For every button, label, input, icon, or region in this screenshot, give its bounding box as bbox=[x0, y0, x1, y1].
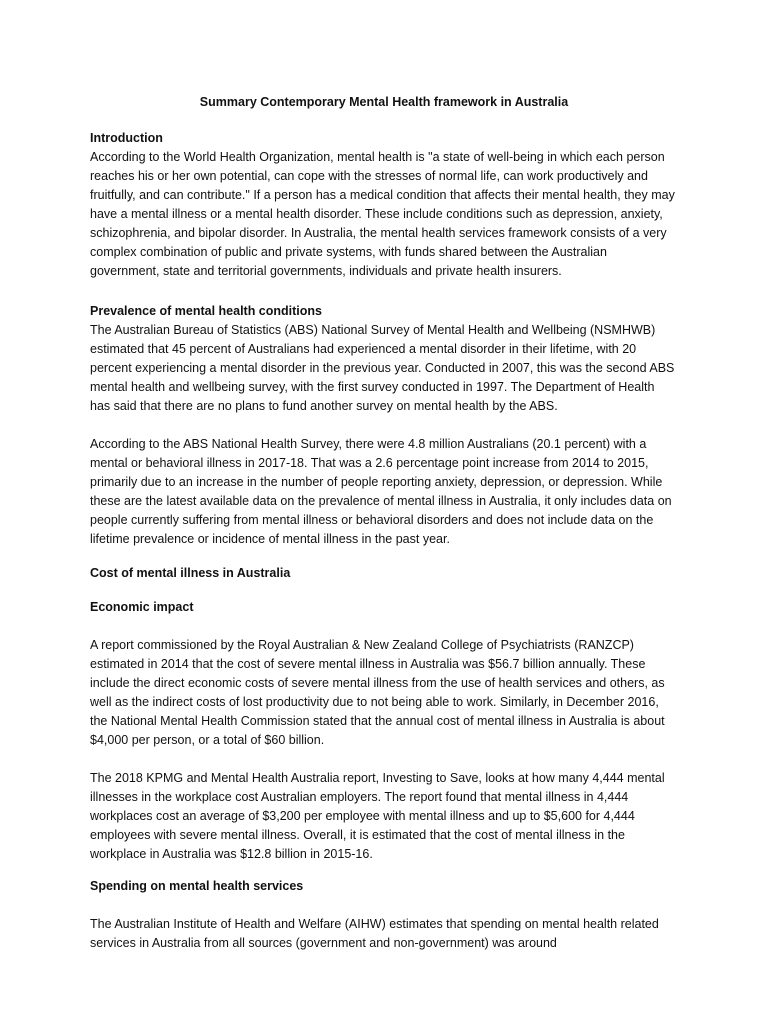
spending-paragraph: The Australian Institute of Health and Welfare (AIHW) estimates that spending on mental health related services in Australia from all sources (government and non-government) was around bbox=[90, 917, 659, 950]
document-title: Summary Contemporary Mental Health framework in Australia bbox=[199, 95, 569, 109]
prevalence-paragraph-1: The Australian Bureau of Statistics (ABS) National Survey of Mental Health and Wellbeing (NSMHWB) estimated that 45 percent of Australians had experienced a mental disorder in their lifetime, with 20 percent experiencing a mental disorder in the previous year. Conducted in 2007, this was the second ABS mental health and wellbeing survey, with the first survey conducted in 1997. The Department of Health has said that there are no plans to fund another survey on mental health by the ABS. bbox=[90, 323, 675, 413]
economic-paragraph-1: A report commissioned by the Royal Australian & New Zealand College of Psychiatrists (RANZCP) estimated in 2014 that the cost of severe mental illness in Australia was $56.7 billion annually. These include the direct economic costs of severe mental illness from the use of health services and others, as well as the indirect costs of lost productivity due to not being able to work. Similarly, in December 2016, the National Mental Health Commission stated that the annual cost of mental illness in Australia is about $4,000 per person, or a total of $60 billion. bbox=[90, 638, 665, 747]
introduction-heading: Introduction bbox=[90, 131, 163, 145]
introduction-paragraph: According to the World Health Organization, mental health is "a state of well-being in which each person reaches his or her own potential, can cope with the stresses of normal life, can work productively and fruitfully, and can contribute." If a person has a medical condition that affects their mental health, they may have a mental illness or a mental health disorder. These include conditions such as depression, anxiety, schizophrenia, and bipolar disorder. In Australia, the mental health services framework consists of a very complex combination of public and private systems, with funds shared between the Australian government, state and territorial governments, individuals and private health insurers. bbox=[90, 150, 675, 278]
economic-paragraph-2: The 2018 KPMG and Mental Health Australia report, Investing to Save, looks at how many 4,444 mental illnesses in the workplace cost Australian employers. The report found that mental illness in 4,444 workplaces cost an average of $3,200 per employee with mental illness and up to $5,600 for 4,444 employees with severe mental illness. Overall, it is estimated that the cost of mental illness in the workplace in Australia was $12.8 billion in 2015-16. bbox=[90, 771, 665, 861]
spending-heading: Spending on mental health services bbox=[90, 879, 304, 893]
cost-heading: Cost of mental illness in Australia bbox=[90, 566, 291, 580]
prevalence-paragraph-2: According to the ABS National Health Survey, there were 4.8 million Australians (20.1 percent) with a mental or behavioral illness in 2017-18. That was a 2.6 percentage point increase from 2014 to 2015, primarily due to an increase in the number of people reporting anxiety, depression, or depression. While these are the latest available data on the prevalence of mental illness in Australia, it only includes data on people currently suffering from mental illness or behavioral disorders and does not include data on the lifetime prevalence or incidence of mental illness in the past year. bbox=[90, 437, 672, 546]
prevalence-heading: Prevalence of mental health conditions bbox=[90, 304, 323, 318]
economic-impact-heading: Economic impact bbox=[90, 600, 194, 614]
